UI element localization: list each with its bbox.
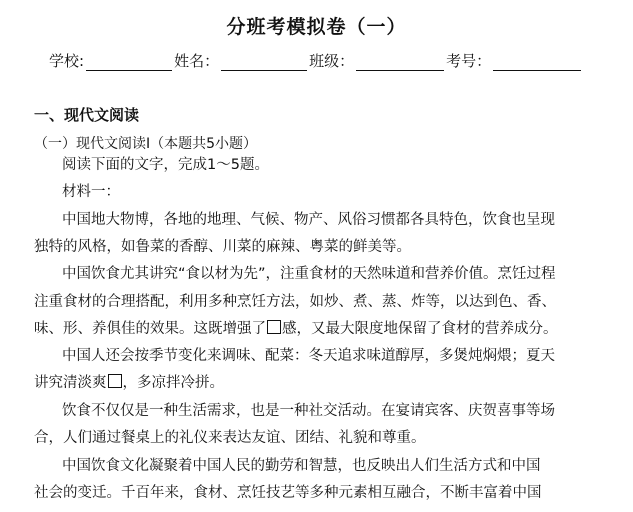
paragraph-line: 中国地大物博，各地的地理、气候、物产、风俗习惯都各具特色，饮食也呈现 xyxy=(62,212,555,228)
page-title: 分班考模拟卷（一） xyxy=(226,16,407,38)
paragraph-line xyxy=(34,316,558,343)
subsection-heading: （一）现代文阅读Ⅰ（本题共5小题） xyxy=(34,136,258,152)
paragraph-line: 中国人还会按季节变化来调味、配菜：冬天追求味道醇厚，多煲炖焖煨；夏天 xyxy=(62,348,555,364)
school-label: 学校: xyxy=(49,52,85,70)
line-text-before-blank: 讲究清淡爽 xyxy=(34,375,107,391)
paragraph-line: 社会的变迁。千百年来，食材、烹饪技艺等多种元素相互融合，不断丰富着中国 xyxy=(34,485,542,501)
paragraph-line: 饮食不仅仅是一种生活需求，也是一种社交活动。在宴请宾客、庆贺喜事等场 xyxy=(62,403,555,419)
paragraph-line: 中国饮食尤其讲究“食以材为先”，注重食材的天然味道和营养价值。烹饪过程 xyxy=(62,266,556,282)
line-text-after-blank: 感，又最大限度地保留了食材的营养成分。 xyxy=(282,321,558,337)
name-label: 姓名： xyxy=(174,52,220,70)
school-blank[interactable] xyxy=(86,52,172,71)
paragraph-line: 注重食材的合理搭配，利用多种烹饪方法，如炒、煮、蒸、炸等，以达到色、香、 xyxy=(34,294,556,310)
paragraph-line: 独特的风格，如鲁菜的香醇、川菜的麻辣、粤菜的鲜美等。 xyxy=(34,239,411,255)
line-text-before-blank: 味、形、养俱佳的效果。这既增强了 xyxy=(34,321,266,337)
name-blank[interactable] xyxy=(221,52,307,71)
paragraph-line: 中国饮食文化凝聚着中国人民的勤劳和智慧，也反映出人们生活方式和中国 xyxy=(62,458,541,474)
student-info-row xyxy=(49,50,609,71)
exam-no-label: 考号： xyxy=(446,52,492,70)
blank-box xyxy=(267,320,281,334)
exam-no-blank[interactable] xyxy=(493,52,581,71)
section-heading: 一、现代文阅读 xyxy=(34,106,140,124)
blank-box xyxy=(108,374,122,388)
material-label: 材料一： xyxy=(62,184,120,200)
class-label: 班级： xyxy=(309,52,355,70)
line-text-after-blank: ，多凉拌冷拼。 xyxy=(122,375,224,391)
paragraph-line: 合，人们通过餐桌上的礼仪来表达友谊、团结、礼貌和尊重。 xyxy=(34,430,426,446)
instruction-text: 阅读下面的文字，完成1～5题。 xyxy=(62,157,269,173)
paragraph-line xyxy=(34,370,224,397)
class-blank[interactable] xyxy=(356,52,444,71)
